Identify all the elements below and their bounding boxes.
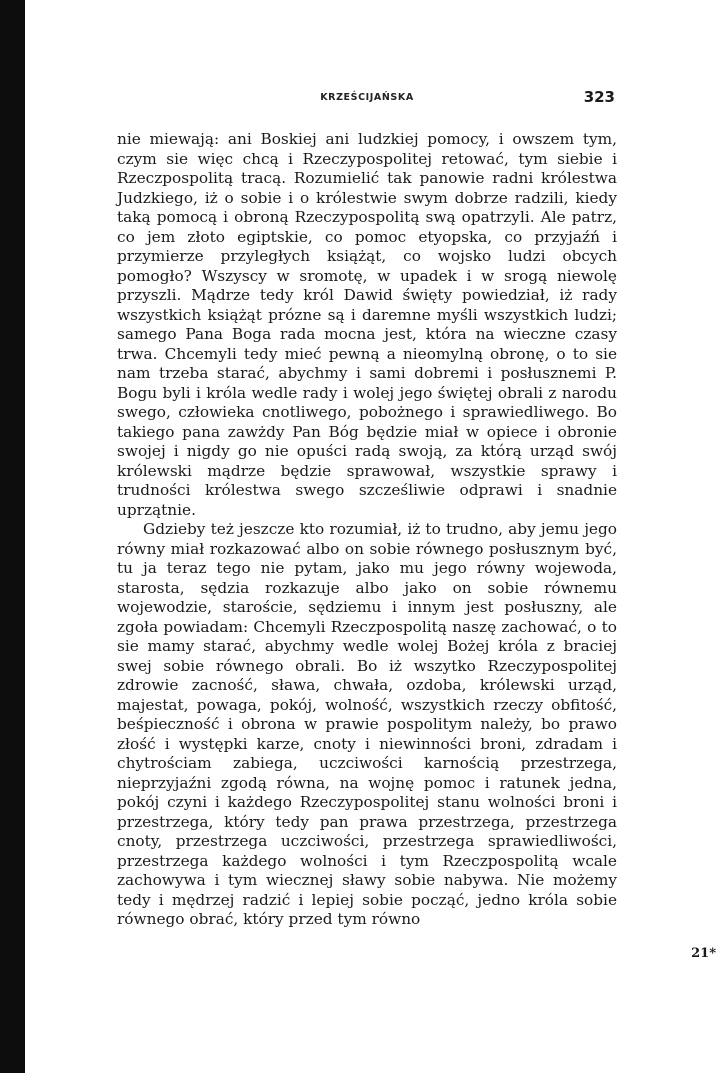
scan-edge xyxy=(0,0,25,1073)
page-number: 323 xyxy=(583,88,615,106)
running-title: KRZEŚCIJAŃSKA xyxy=(320,92,414,103)
paragraph-2: Gdzieby też jeszcze kto rozumiał, iż to trudno, aby jemu jego równy miał rozkazować albo on sobie równego posłusznym być, tu ja teraz tego nie pytam, jako mu jego równy wojewoda, starosta, sędzia rozkazuje albo jako on sobie równemu wojewodzie, staroście, sędziemu i innym jest posłuszny, ale zgoła powiadam: Chcemyli Rzeczpospolitą naszę zachować, o to sie mamy starać, abychmy wedle wolej Bożej króla z braciej swej sobie równego obrali. Bo iż wszytko Rzeczypospolitej zdrowie zacność, sława, chwała, ozdoba, królewski urząd, majestat, powaga, pokój, wolność, wszystkich rzeczy obfitość, beśpieczność i obrona w prawie pospolitym należy, bo prawo złość i występki karze, cnoty i niewinności broni, zdradam i chytrościam zabiega, uczciwości karnością przestrzega, nieprzyjaźni zgodą równa, na wojnę pomoc i ratunek jedna, pokój czyni i każdego Rzeczypospolitej stanu wolności broni i przestrzega, który tedy pan prawa przestrzega, przestrzega cnoty, przestrzega uczciwości, przestrzega sprawiedliwości, przestrzega każdego wolności i tym Rzeczpospolitą wcale zachowywa i tym wiecznej sławy sobie nabywa. Nie możemy tedy i mędrzej radzić i lepiej sobie począć, jedno króla sobie równego obrać, który przed tym równo xyxy=(117,520,617,928)
signature-mark: 21* xyxy=(691,946,716,961)
paragraph-1: nie miewają: ani Boskiej ani ludzkiej pomocy, i owszem tym, czym sie więc chcą i Rzeczypospolitej retować, tym siebie i Rzeczpospolitą tracą. Rozumielić tak panowie radni królestwa Judzkiego, iż o sobie i o królestwie swym dobrze radzili, kiedy taką pomocą i obroną Rzeczypospolitą swą opatrzyli. Ale patrz, co jem złoto egiptskie, co pomoc etyopska, co przyjaźń i przymierze przyległych książąt, co wojsko ludzi obcych pomogło? Wszyscy w sromotę, w upadek i w srogą niewolę przyszli. Mądrze tedy król Dawid święty powiedział, iż rady wszystkich książąt prózne są i daremne myśli wszystkich ludzi; samego Pana Boga rada mocna jest, która na wieczne czasy trwa. Chcemyli tedy mieć pewną a nieomylną obronę, o to sie nam trzeba starać, abychmy i sami dobremi i posłusznemi P. Bogu byli i króla wedle rady i wolej jego świętej obrali z narodu swego, człowieka cnotliwego, pobożnego i sprawiedliwego. Bo takiego pana zawżdy Pan Bóg będzie miał w opiece i obronie swojej i nigdy go nie opuści radą swoją, za którą urząd swój królewski mądrze będzie sprawował, wszystkie sprawy i trudności królestwa swego szcześliwie odprawi i snadnie uprzątnie. xyxy=(117,130,617,519)
book-page xyxy=(117,88,617,930)
running-head xyxy=(117,88,617,110)
body-text xyxy=(117,130,617,930)
